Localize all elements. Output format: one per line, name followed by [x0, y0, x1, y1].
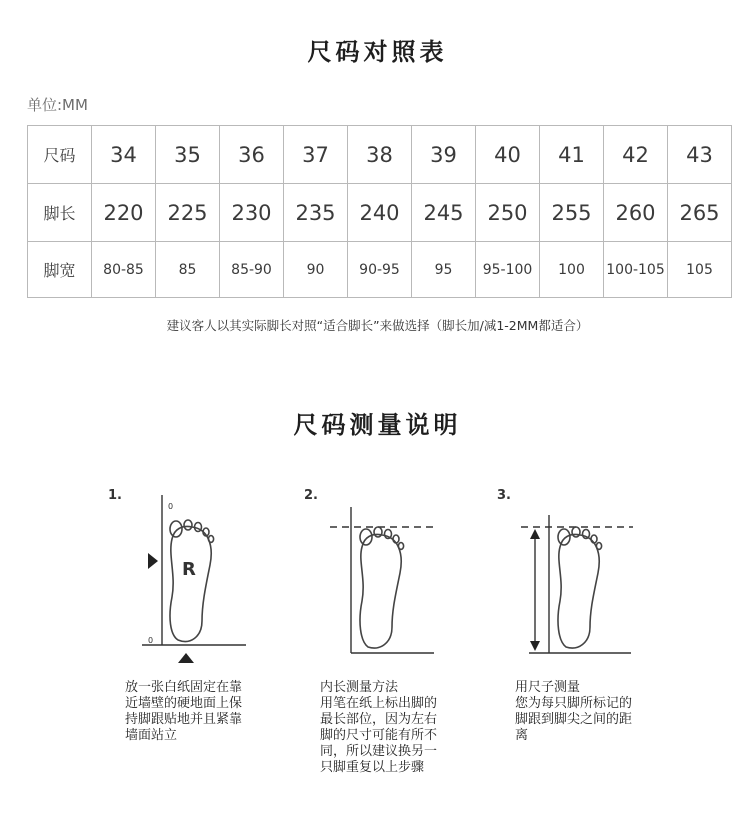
size-cell: 41	[540, 126, 604, 184]
size-cell: 37	[284, 126, 348, 184]
row-label-width: 脚宽	[28, 242, 92, 298]
width-cell: 85-90	[220, 242, 284, 298]
step-3-number: 3.	[497, 488, 511, 503]
width-cell: 95-100	[476, 242, 540, 298]
step-2-description	[320, 680, 470, 776]
wall-marker-icon	[148, 553, 158, 569]
length-cell: 250	[476, 184, 540, 242]
size-cell: 40	[476, 126, 540, 184]
table-row-width	[28, 242, 732, 298]
step-1-line: 持脚跟贴地并且紧靠	[125, 712, 243, 727]
section-title-measurement: 尺码测量说明	[293, 411, 462, 439]
step-1-line: 墙面站立	[125, 728, 178, 743]
size-cell: 35	[156, 126, 220, 184]
length-cell: 225	[156, 184, 220, 242]
width-cell: 100-105	[604, 242, 668, 298]
length-cell: 265	[668, 184, 732, 242]
size-note: 建议客人以其实际脚长对照“适合脚长”来做选择（脚长加/减1-2MM都适合）	[166, 318, 589, 333]
length-cell: 255	[540, 184, 604, 242]
foot-letter: R	[182, 559, 196, 580]
step-2-line: 只脚重复以上步骤	[320, 760, 425, 775]
width-cell: 100	[540, 242, 604, 298]
foot-outline-icon	[170, 520, 214, 641]
step-3-line: 离	[515, 728, 529, 743]
step-3-diagram	[491, 485, 691, 675]
size-cell: 42	[604, 126, 668, 184]
foot-outline-icon	[558, 527, 602, 648]
length-cell: 240	[348, 184, 412, 242]
size-cell: 38	[348, 126, 412, 184]
axis-top-label: 0	[168, 502, 174, 511]
size-cell: 34	[92, 126, 156, 184]
step-1-description	[125, 680, 255, 744]
step-1-line: 近墙壁的硬地面上保	[125, 696, 243, 711]
length-cell: 245	[412, 184, 476, 242]
axis-bottom-label: 0	[148, 636, 154, 645]
width-cell: 80-85	[92, 242, 156, 298]
length-cell: 230	[220, 184, 284, 242]
step-1-diagram	[98, 485, 298, 675]
size-cell: 43	[668, 126, 732, 184]
step-2-number: 2.	[304, 488, 318, 503]
width-cell: 90-95	[348, 242, 412, 298]
size-cell: 36	[220, 126, 284, 184]
arrow-up-icon	[530, 529, 540, 539]
length-cell: 235	[284, 184, 348, 242]
table-row-length	[28, 184, 732, 242]
step-2-line: 最长部位，因为左右	[320, 712, 438, 727]
width-cell: 90	[284, 242, 348, 298]
width-cell: 95	[412, 242, 476, 298]
step-3-description	[515, 680, 675, 744]
heel-marker-icon	[178, 653, 194, 663]
step-2-diagram	[296, 485, 496, 675]
step-2-line: 同，所以建议换另一	[320, 744, 438, 759]
step-3-line: 脚跟到脚尖之间的距	[515, 712, 633, 727]
step-2-line: 脚的尺寸可能有所不	[320, 728, 438, 743]
row-label-size: 尺码	[28, 126, 92, 184]
width-cell: 105	[668, 242, 732, 298]
size-cell: 39	[412, 126, 476, 184]
step-2-line: 内长测量方法	[320, 680, 399, 695]
arrow-down-icon	[530, 641, 540, 651]
length-cell: 260	[604, 184, 668, 242]
row-label-length: 脚长	[28, 184, 92, 242]
step-3-line: 用尺子测量	[515, 680, 581, 695]
page-title: 尺码对照表	[307, 38, 448, 66]
step-3-line: 您为每只脚所标记的	[515, 696, 633, 711]
step-2-line: 用笔在纸上标出脚的	[320, 696, 438, 711]
step-1-number: 1.	[108, 488, 122, 503]
length-cell: 220	[92, 184, 156, 242]
step-2-illustration	[296, 485, 496, 675]
step-3-illustration	[491, 485, 691, 675]
size-chart-table	[27, 125, 732, 298]
unit-label: 单位:MM	[27, 96, 88, 114]
step-1-line: 放一张白纸固定在靠	[125, 680, 243, 695]
width-cell: 85	[156, 242, 220, 298]
foot-outline-icon	[360, 527, 404, 648]
step-1-illustration	[98, 485, 298, 675]
table-row-size	[28, 126, 732, 184]
